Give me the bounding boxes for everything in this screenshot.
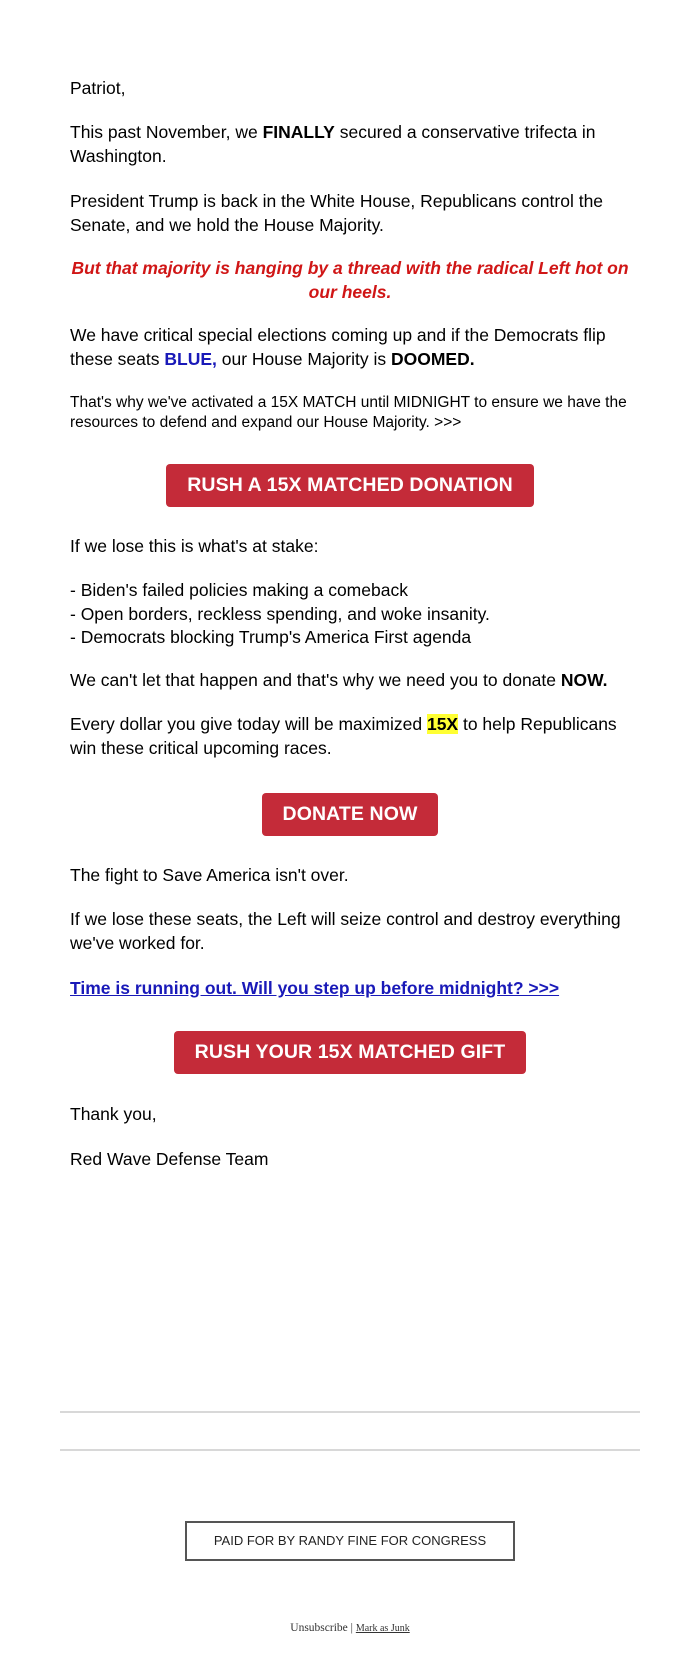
list-item: - Democrats blocking Trump's America First agenda [70,627,472,647]
signature: Red Wave Defense Team [70,1149,269,1169]
highlight-15x: 15X [426,714,459,734]
paragraph-link [70,977,630,1001]
paragraph-warning: But that majority is hanging by a thread with the radical Left hot on our heels. [71,258,629,302]
matched-gift-button-wrap [70,1031,630,1074]
paragraph-donate-now [70,669,630,693]
divider [60,1449,640,1451]
emphasis-finally: FINALLY [262,122,335,142]
text: our House Majority is [216,348,391,369]
unsubscribe-link[interactable]: Unsubscribe [290,1622,348,1634]
thanks: Thank you, [70,1104,157,1124]
emphasis-now: NOW. [560,670,608,690]
text: We have critical special elections coming up and if the Democrats flip these seats [70,325,606,369]
emphasis-blue: BLUE, [164,348,217,369]
footer-separator: | [350,1622,353,1634]
paragraph-special-elections [70,324,630,371]
emphasis-doomed: DOOMED. [390,348,475,369]
text: secured a conservative trifecta in Washington. [70,122,596,166]
paragraph-lose-seats: If we lose these seats, the Left will seize control and destroy everything we've worked for. [70,909,621,953]
text: We can't let that happen and that's why we need you to donate [70,670,561,690]
paragraph-maximized [70,713,630,760]
list-item: - Biden's failed policies making a comeback [70,580,408,600]
divider [60,1411,640,1413]
paragraph-fight: The fight to Save America isn't over. [70,865,349,885]
donate-button-wrap [70,464,630,507]
paragraph-white-house: President Trump is back in the White House, Republicans control the Senate, and we hold the House Majority. [70,191,604,235]
text: to help Republicans win these critical upcoming races. [70,714,617,758]
paragraph-november [70,121,630,168]
text: This past November, we [70,122,263,142]
paragraph-match: That's why we've activated a 15X MATCH until MIDNIGHT to ensure we have the resources to defend and expand our House Majority. >>> [70,394,627,431]
paid-for-box: PAID FOR BY RANDY FINE FOR CONGRESS [185,1521,515,1561]
list-item: - Open borders, reckless spending, and woke insanity. [70,603,490,624]
paragraph-stakes-intro: If we lose this is what's at stake: [70,536,319,556]
mark-as-junk-link[interactable]: Mark as Junk [355,1623,410,1634]
rush-15x-donation-button[interactable]: RUSH A 15X MATCHED DONATION [166,464,534,507]
footer-links [0,1622,700,1634]
rush-matched-gift-button[interactable]: RUSH YOUR 15X MATCHED GIFT [174,1031,527,1074]
greeting: Patriot, [70,78,126,98]
midnight-link[interactable]: Time is running out. Will you step up before midnight? >>> [70,978,560,998]
donate-now-button[interactable]: DONATE NOW [262,793,439,836]
stakes-list [70,579,630,650]
donate-now-button-wrap [70,793,630,836]
text: Every dollar you give today will be maximized [70,714,427,734]
